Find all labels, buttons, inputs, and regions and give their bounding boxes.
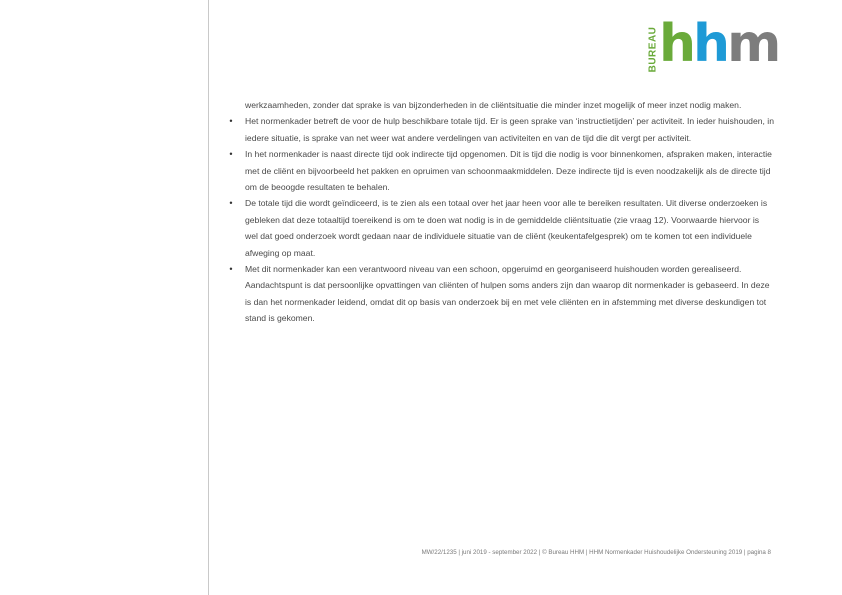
bureau-hhm-logo <box>646 14 779 80</box>
list-item <box>226 261 774 327</box>
logo-wordmark <box>659 13 778 75</box>
list-item-text: In het normenkader is naast directe tijd ook indirecte tijd opgenomen. Dit is tijd die nodig is voor binnenkomen, afspraken maken, interactie met de cliënt en bijvoorbeeld het pakken en opruimen van schoonmaakmiddelen. Deze indirecte tijd is even noodzakelijk als de directe tijd om de beoogde resultaten te behalen. <box>245 149 772 193</box>
list-item <box>226 146 774 195</box>
bullet-icon: • <box>229 116 233 127</box>
page-margin-line <box>208 0 209 595</box>
document-body <box>226 97 774 327</box>
logo-letter-h-blue: h <box>693 14 728 74</box>
bullet-icon: • <box>229 198 233 209</box>
logo-letter-h-green: h <box>659 14 694 74</box>
logo-bureau-text: BUREAU <box>647 26 659 72</box>
list-item-text: De totale tijd die wordt geïndiceerd, is te zien als een totaal over het jaar heen voor alle te bereiken resultaten. Uit diverse onderzoeken is gebleken dat deze totaaltijd toereikend is om te doen wat nodig is in de gemiddelde cliëntsituatie (zie vraag 12). Voorwaarde hiervoor is wel dat goed onderzoek wordt gedaan naar de individuele situatie van de cliënt (keukentafelgesprek) om te komen tot een individuele afweging op maat. <box>245 198 768 258</box>
intro-paragraph: werkzaamheden, zonder dat sprake is van bijzonderheden in de cliëntsituatie die minder inzet mogelijk of meer inzet nodig maken. <box>245 100 742 110</box>
logo-letter-m-grey: m <box>727 14 779 74</box>
list-item-text: Met dit normenkader kan een verantwoord niveau van een schoon, opgeruimd en georganiseerd huishouden worden gerealiseerd. Aandachtspunt is dat persoonlijke opvattingen van cliënten of hulpen soms anders zijn dan waarop dit normenkader is gebaseerd. In deze is dan het normenkader leidend, omdat dit op basis van onderzoek bij en met vele cliënten en in afstemming met diverse deskundigen tot stand is gekomen. <box>245 264 770 324</box>
list-item <box>226 113 774 146</box>
logo-bureau-label <box>646 22 660 76</box>
bullet-icon: • <box>229 264 233 275</box>
page-footer: MW/22/1235 | juni 2019 - september 2022 | © Bureau HHM | HHM Normenkader Huishoudelijke Ondersteuning 2019 | pagina 8 <box>421 549 771 556</box>
bullet-icon: • <box>229 149 233 160</box>
list-item-text: Het normenkader betreft de voor de hulp beschikbare totale tijd. Er is geen sprake van ‘instructietijden’ per activiteit. In ieder huishouden, in iedere situatie, is sprake van net weer wat andere verdelingen van activiteiten en van de tijd die dit vergt per activiteit. <box>245 116 774 143</box>
bullet-list <box>226 113 774 326</box>
list-item <box>226 195 774 261</box>
